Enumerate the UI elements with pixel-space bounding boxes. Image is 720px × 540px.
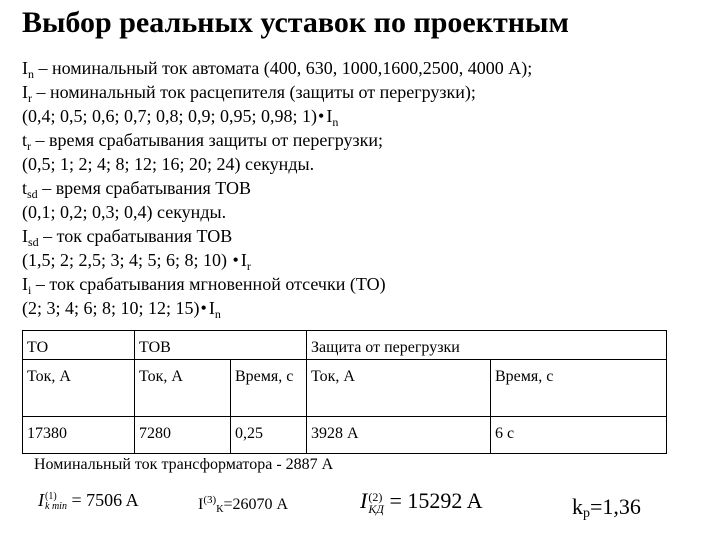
list-line-8: (1,5; 2; 2,5; 3; 4; 5; 6; 8; 10) • $I_r$ <box>22 250 251 273</box>
formula-ikmin: I (1) k min = 7506 A <box>38 490 139 512</box>
cell-to-current-value: 17380 <box>23 417 135 454</box>
cell-tov-current-value: 7280 <box>135 417 231 454</box>
list-line-0: $I_n$ – номинальный ток автомата (400, 630, 1000,1600,2500, 4000 А); <box>22 58 533 81</box>
list-line-4: (0,5; 1; 2; 4; 8; 12; 16; 20; 24) секунды. <box>22 154 315 174</box>
settings-table <box>22 330 667 454</box>
list-line-9: $I_i$ – ток срабатывания мгновенной отсечки (ТО) <box>22 274 386 297</box>
table-row <box>23 417 667 454</box>
transformer-nominal-current: Номинальный ток трансформатора - 2887 А <box>34 456 334 473</box>
cell-overload-current-label: Ток, А <box>307 360 491 417</box>
cell-to-current-label: Ток, А <box>23 360 135 417</box>
parameter-list <box>22 56 532 320</box>
list-line-1: $I_r$ – номинальный ток расцепителя (защиты от перегрузки); <box>22 82 476 105</box>
list-line-6: (0,1; 0,2; 0,3; 0,4) секунды. <box>22 202 227 222</box>
cell-overload-time-value: 6 с <box>491 417 667 454</box>
list-line-3: $t_r$ – время срабатывания защиты от перегрузки; <box>22 130 384 153</box>
cell-tov-current-label: Ток, А <box>135 360 231 417</box>
list-line-7: $I_{sd}$ – ток срабатывания ТОВ <box>22 226 233 249</box>
table-subheader-row <box>23 360 667 417</box>
list-line-5: $t_{sd}$ – время срабатывания ТОВ <box>22 178 252 201</box>
cell-tov-time-value: 0,25 <box>231 417 307 454</box>
list-line-10: (2; 3; 4; 6; 8; 10; 12; 15)• $I_n$ <box>22 298 221 321</box>
list-line-2: (0,4; 0,5; 0,6; 0,7; 0,8; 0,9; 0,95; 0,98; 1)• $I_n$ <box>22 106 339 129</box>
header-overload: Защита от перегрузки <box>307 331 667 360</box>
cell-overload-time-label: Время, с <box>491 360 667 417</box>
table-header-row <box>23 331 667 360</box>
cell-overload-current-value: 3928 А <box>307 417 491 454</box>
header-tov: ТОВ <box>135 331 307 360</box>
slide-title: Выбор реальных уставок по проектным <box>22 6 569 39</box>
formula-ikd2: I (2) КД = 15292 A <box>360 488 483 516</box>
formula-ik3: $I^{(3)}К=26070$ А <box>198 494 289 515</box>
header-to: ТО <box>23 331 135 360</box>
cell-tov-time-label: Время, с <box>231 360 307 417</box>
formula-kp: kp=1,36 <box>572 494 641 521</box>
